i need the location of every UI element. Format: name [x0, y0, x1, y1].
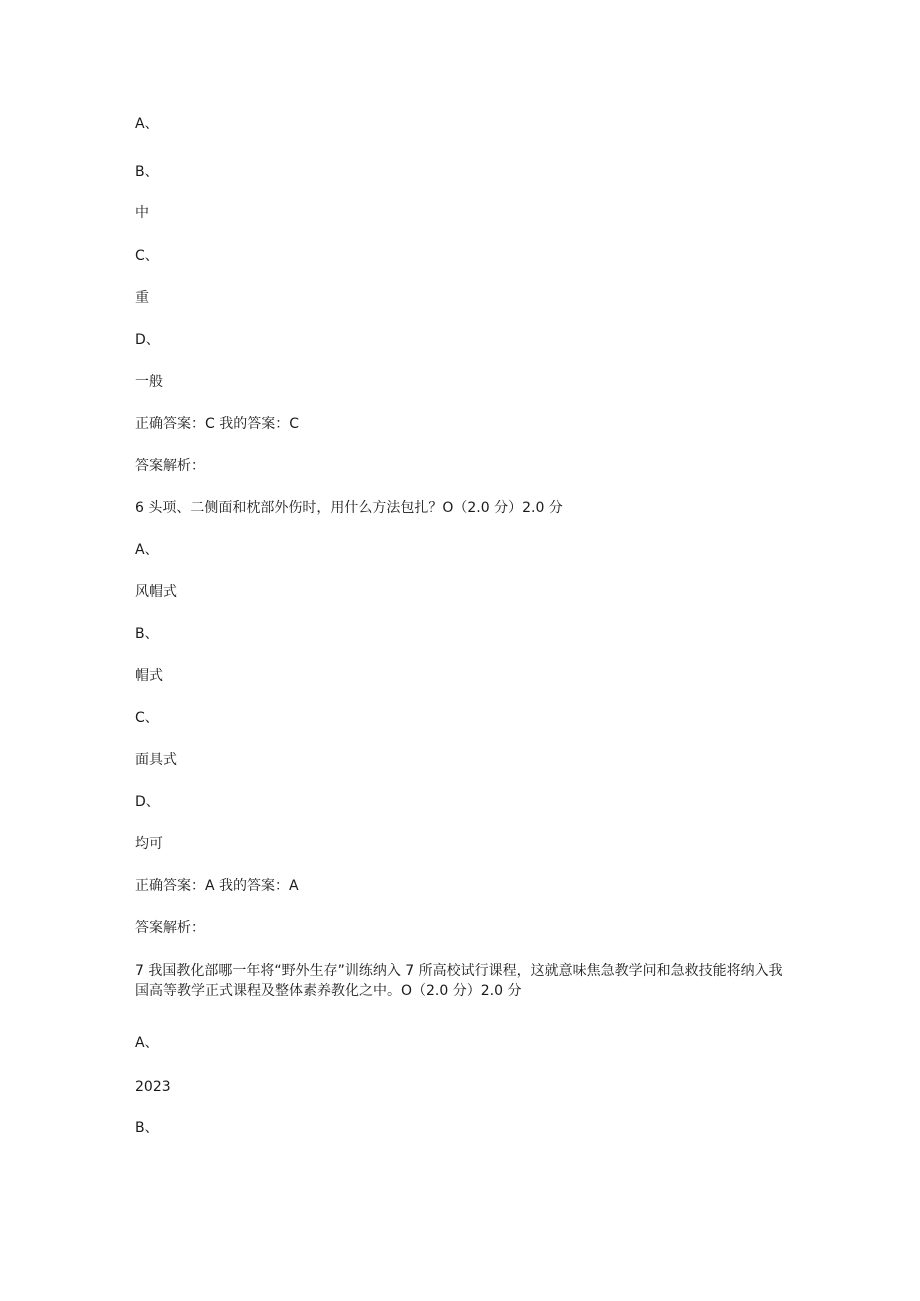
question-text: 6 头项、二侧面和枕部外伤时，用什么方法包扎？O（2.0 分）2.0 分 — [135, 500, 563, 516]
option-text: 均可 — [135, 836, 163, 852]
option-text: 帽式 — [135, 668, 163, 684]
option-label: A、 — [135, 542, 159, 558]
answer-analysis-label: 答案解析： — [135, 920, 205, 936]
option-text: 重 — [135, 290, 149, 306]
option-label: B、 — [135, 164, 159, 180]
option-label: C、 — [135, 710, 159, 726]
option-label: D、 — [135, 794, 160, 810]
option-label: B、 — [135, 1120, 159, 1136]
option-text: 风帽式 — [135, 584, 177, 600]
option-label: D、 — [135, 332, 160, 348]
option-text: 2023 — [135, 1079, 171, 1095]
option-text: 中 — [135, 205, 149, 221]
option-label: A、 — [135, 1035, 159, 1051]
question-text: 7 我国教化部哪一年将“野外生存”训练纳入 7 所高校试行课程，这就意味焦急教学问和急救技能将纳入我国高等教学正式课程及整体素养教化之中。O（2.0 分）2.0 分 — [135, 963, 783, 999]
correct-answer: 正确答案：C 我的答案：C — [135, 416, 300, 432]
option-label: C、 — [135, 248, 159, 264]
answer-analysis-label: 答案解析： — [135, 458, 205, 474]
option-text: 一般 — [135, 374, 163, 390]
option-label: B、 — [135, 626, 159, 642]
correct-answer: 正确答案：A 我的答案：A — [135, 878, 299, 894]
option-label: A、 — [135, 116, 159, 132]
option-text: 面具式 — [135, 752, 177, 768]
